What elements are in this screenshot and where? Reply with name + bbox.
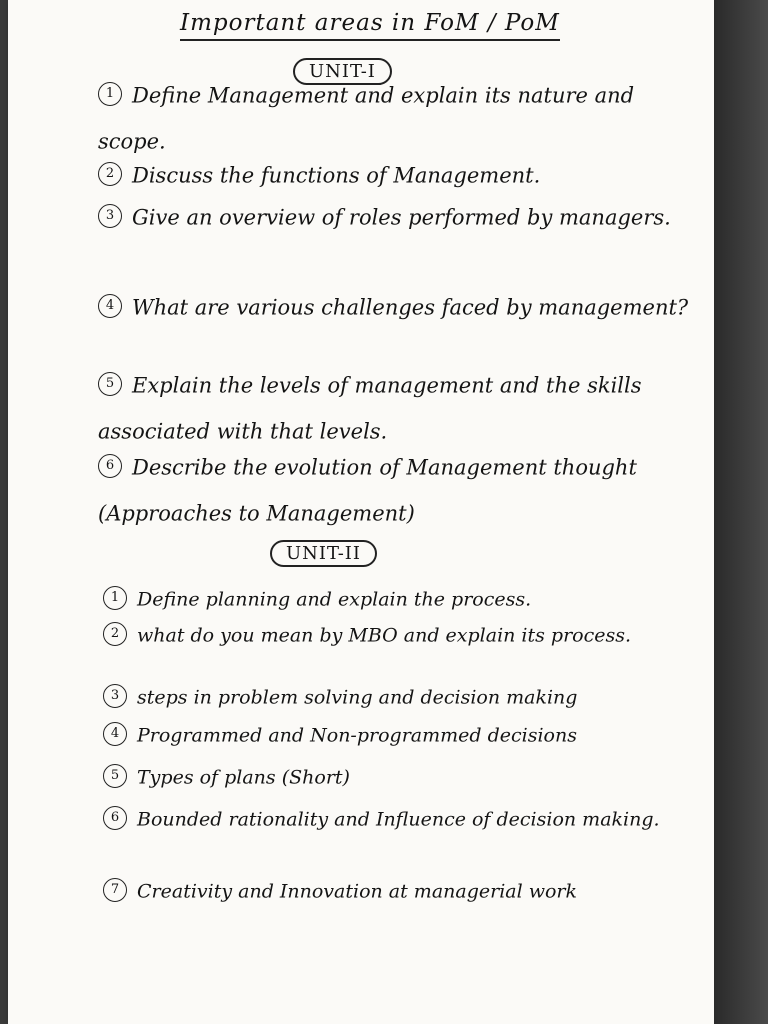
unit-1-label: UNIT-I (293, 58, 392, 85)
question-text: steps in problem solving and decision making (137, 686, 578, 709)
question-number: 4 (98, 294, 122, 318)
question-text: Bounded rationality and Influence of decision making. (137, 808, 660, 831)
unit-2-question-1 (103, 582, 698, 618)
unit-1-question-1 (98, 72, 698, 163)
question-text: Programmed and Non-programmed decisions (137, 724, 577, 747)
question-text: Give an overview of roles performed by managers. (132, 205, 671, 230)
unit-1-question-6 (98, 444, 698, 535)
unit-2-question-7 (103, 874, 698, 910)
question-text: Define planning and explain the process. (137, 588, 532, 611)
question-text: Describe the evolution of Management thought (Approaches to Management) (98, 455, 637, 525)
question-text: what do you mean by MBO and explain its process. (137, 624, 632, 647)
question-number: 6 (98, 454, 122, 478)
question-number: 2 (98, 162, 122, 186)
question-number: 6 (103, 806, 127, 830)
question-number: 1 (103, 586, 127, 610)
unit-2-question-4 (103, 718, 698, 754)
unit-2-question-3 (103, 680, 698, 716)
question-number: 1 (98, 82, 122, 106)
question-text: Types of plans (Short) (137, 766, 350, 789)
unit-2-label: UNIT-II (270, 540, 377, 567)
question-number: 3 (103, 684, 127, 708)
unit-2-question-6 (103, 802, 698, 838)
unit-1-question-3 (98, 194, 698, 240)
question-number: 3 (98, 204, 122, 228)
notebook-page (8, 0, 714, 1024)
question-text: Explain the levels of management and the skills associated with that levels. (98, 373, 642, 443)
question-number: 4 (103, 722, 127, 746)
question-number: 7 (103, 878, 127, 902)
question-number: 5 (98, 372, 122, 396)
background-edge (714, 0, 768, 1024)
unit-2-question-2 (103, 618, 698, 654)
unit-2-question-5 (103, 760, 698, 796)
question-number: 5 (103, 764, 127, 788)
page-title: Important areas in FoM / PoM (180, 10, 560, 41)
unit-1-question-4 (98, 284, 698, 330)
unit-1-question-5 (98, 362, 698, 453)
unit-1-question-2 (98, 152, 698, 198)
question-text: Discuss the functions of Management. (132, 163, 541, 188)
question-number: 2 (103, 622, 127, 646)
question-text: Creativity and Innovation at managerial work (137, 880, 578, 903)
question-text: Define Management and explain its nature and scope. (98, 83, 635, 153)
question-text: What are various challenges faced by management? (132, 295, 689, 320)
